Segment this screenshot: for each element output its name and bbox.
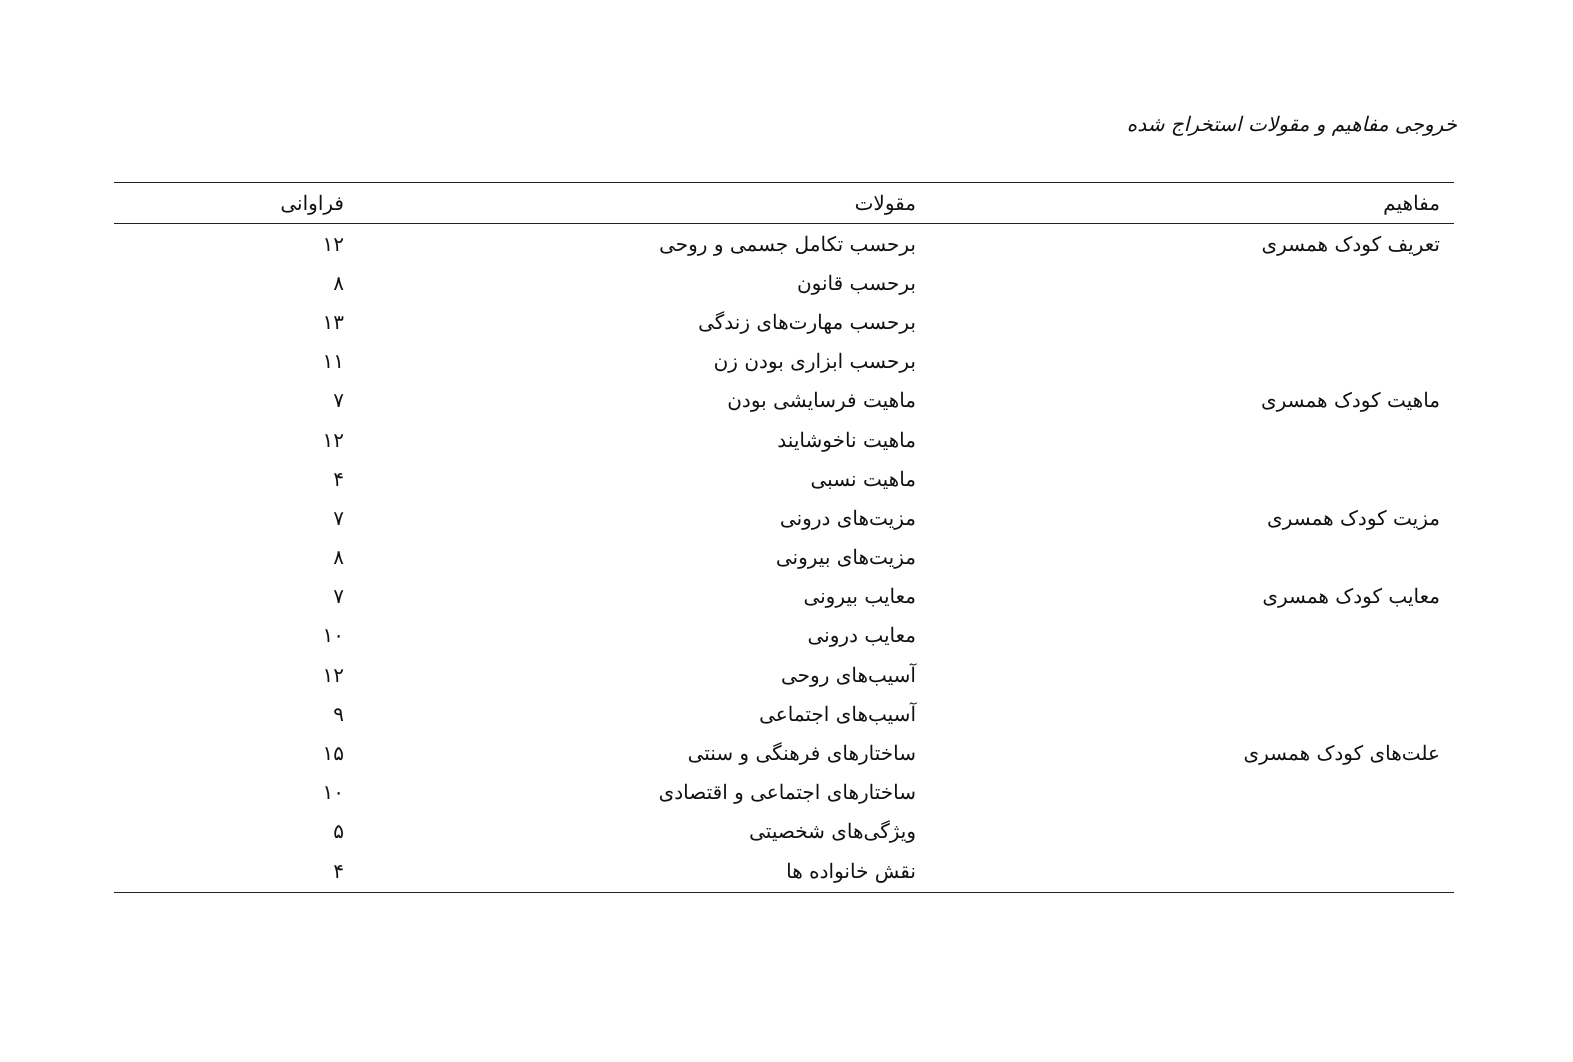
frequency-cell: ۱۲ <box>322 662 344 687</box>
category-cell: معایب درونی <box>807 623 916 648</box>
frequency-cell: ۷ <box>333 388 344 413</box>
frequency-cell: ۱۳ <box>322 309 344 334</box>
frequency-cell: ۴ <box>333 466 344 491</box>
category-cell: ساختارهای اجتماعی و اقتصادی <box>658 780 916 805</box>
table-row <box>114 302 1454 341</box>
table-body <box>114 224 1454 892</box>
table-row <box>114 381 1454 420</box>
frequency-cell: ۱۲ <box>322 427 344 452</box>
header-categories: مقولات <box>854 191 916 215</box>
frequency-cell: ۷ <box>333 505 344 530</box>
table-row <box>114 459 1454 498</box>
table-row <box>114 616 1454 655</box>
table-row <box>114 733 1454 772</box>
category-cell: مزیت‌های درونی <box>779 505 916 530</box>
frequency-cell: ۱۲ <box>322 231 344 256</box>
frequency-cell: ۴ <box>333 858 344 883</box>
table-row <box>114 342 1454 381</box>
frequency-cell: ۸ <box>333 545 344 570</box>
frequency-cell: ۱۰ <box>322 623 344 648</box>
table-row <box>114 812 1454 851</box>
category-cell: ماهیت نسبی <box>810 466 916 491</box>
table-row <box>114 224 1454 263</box>
concept-cell: تعریف کودک همسری <box>1261 231 1440 256</box>
category-cell: آسیب‌های روحی <box>781 662 916 687</box>
category-cell: نقش خانواده ها <box>786 858 916 883</box>
category-cell: برحسب قانون <box>796 270 916 295</box>
category-cell: مزیت‌های بیرونی <box>775 545 916 570</box>
category-cell: برحسب تکامل جسمی و روحی <box>659 231 916 256</box>
table-row <box>114 498 1454 537</box>
concept-cell: ماهیت کودک همسری <box>1260 388 1440 413</box>
table-row <box>114 851 1454 890</box>
header-frequency: فراوانی <box>280 191 344 215</box>
table-row <box>114 694 1454 733</box>
concept-cell: مزیت کودک همسری <box>1267 505 1440 530</box>
concept-cell: معایب کودک همسری <box>1262 584 1440 609</box>
frequency-cell: ۹ <box>333 701 344 726</box>
category-cell: ساختارهای فرهنگی و سنتی <box>687 741 916 766</box>
category-cell: ماهیت ناخوشایند <box>777 427 916 452</box>
table-row <box>114 263 1454 302</box>
category-cell: ماهیت فرسایشی بودن <box>727 388 916 413</box>
frequency-cell: ۵ <box>333 819 344 844</box>
table-row <box>114 773 1454 812</box>
category-cell: ویژگی‌های شخصیتی <box>749 819 916 844</box>
frequency-cell: ۱۵ <box>322 741 344 766</box>
concepts-table <box>114 182 1454 893</box>
table-caption: خروجی مفاهیم و مقولات استخراج شده <box>1126 112 1457 136</box>
frequency-cell: ۷ <box>333 584 344 609</box>
table-row <box>114 538 1454 577</box>
table-row <box>114 655 1454 694</box>
header-concepts: مفاهیم <box>1383 191 1440 215</box>
concept-cell: علت‌های کودک همسری <box>1243 741 1440 766</box>
category-cell: آسیب‌های اجتماعی <box>759 701 916 726</box>
category-cell: برحسب مهارت‌های زندگی <box>698 309 916 334</box>
frequency-cell: ۱۰ <box>322 780 344 805</box>
category-cell: معایب بیرونی <box>803 584 916 609</box>
frequency-cell: ۱۱ <box>322 349 344 374</box>
table-row <box>114 577 1454 616</box>
frequency-cell: ۸ <box>333 270 344 295</box>
table-row <box>114 420 1454 459</box>
table-header <box>114 183 1454 224</box>
category-cell: برحسب ابزاری بودن زن <box>713 349 916 374</box>
